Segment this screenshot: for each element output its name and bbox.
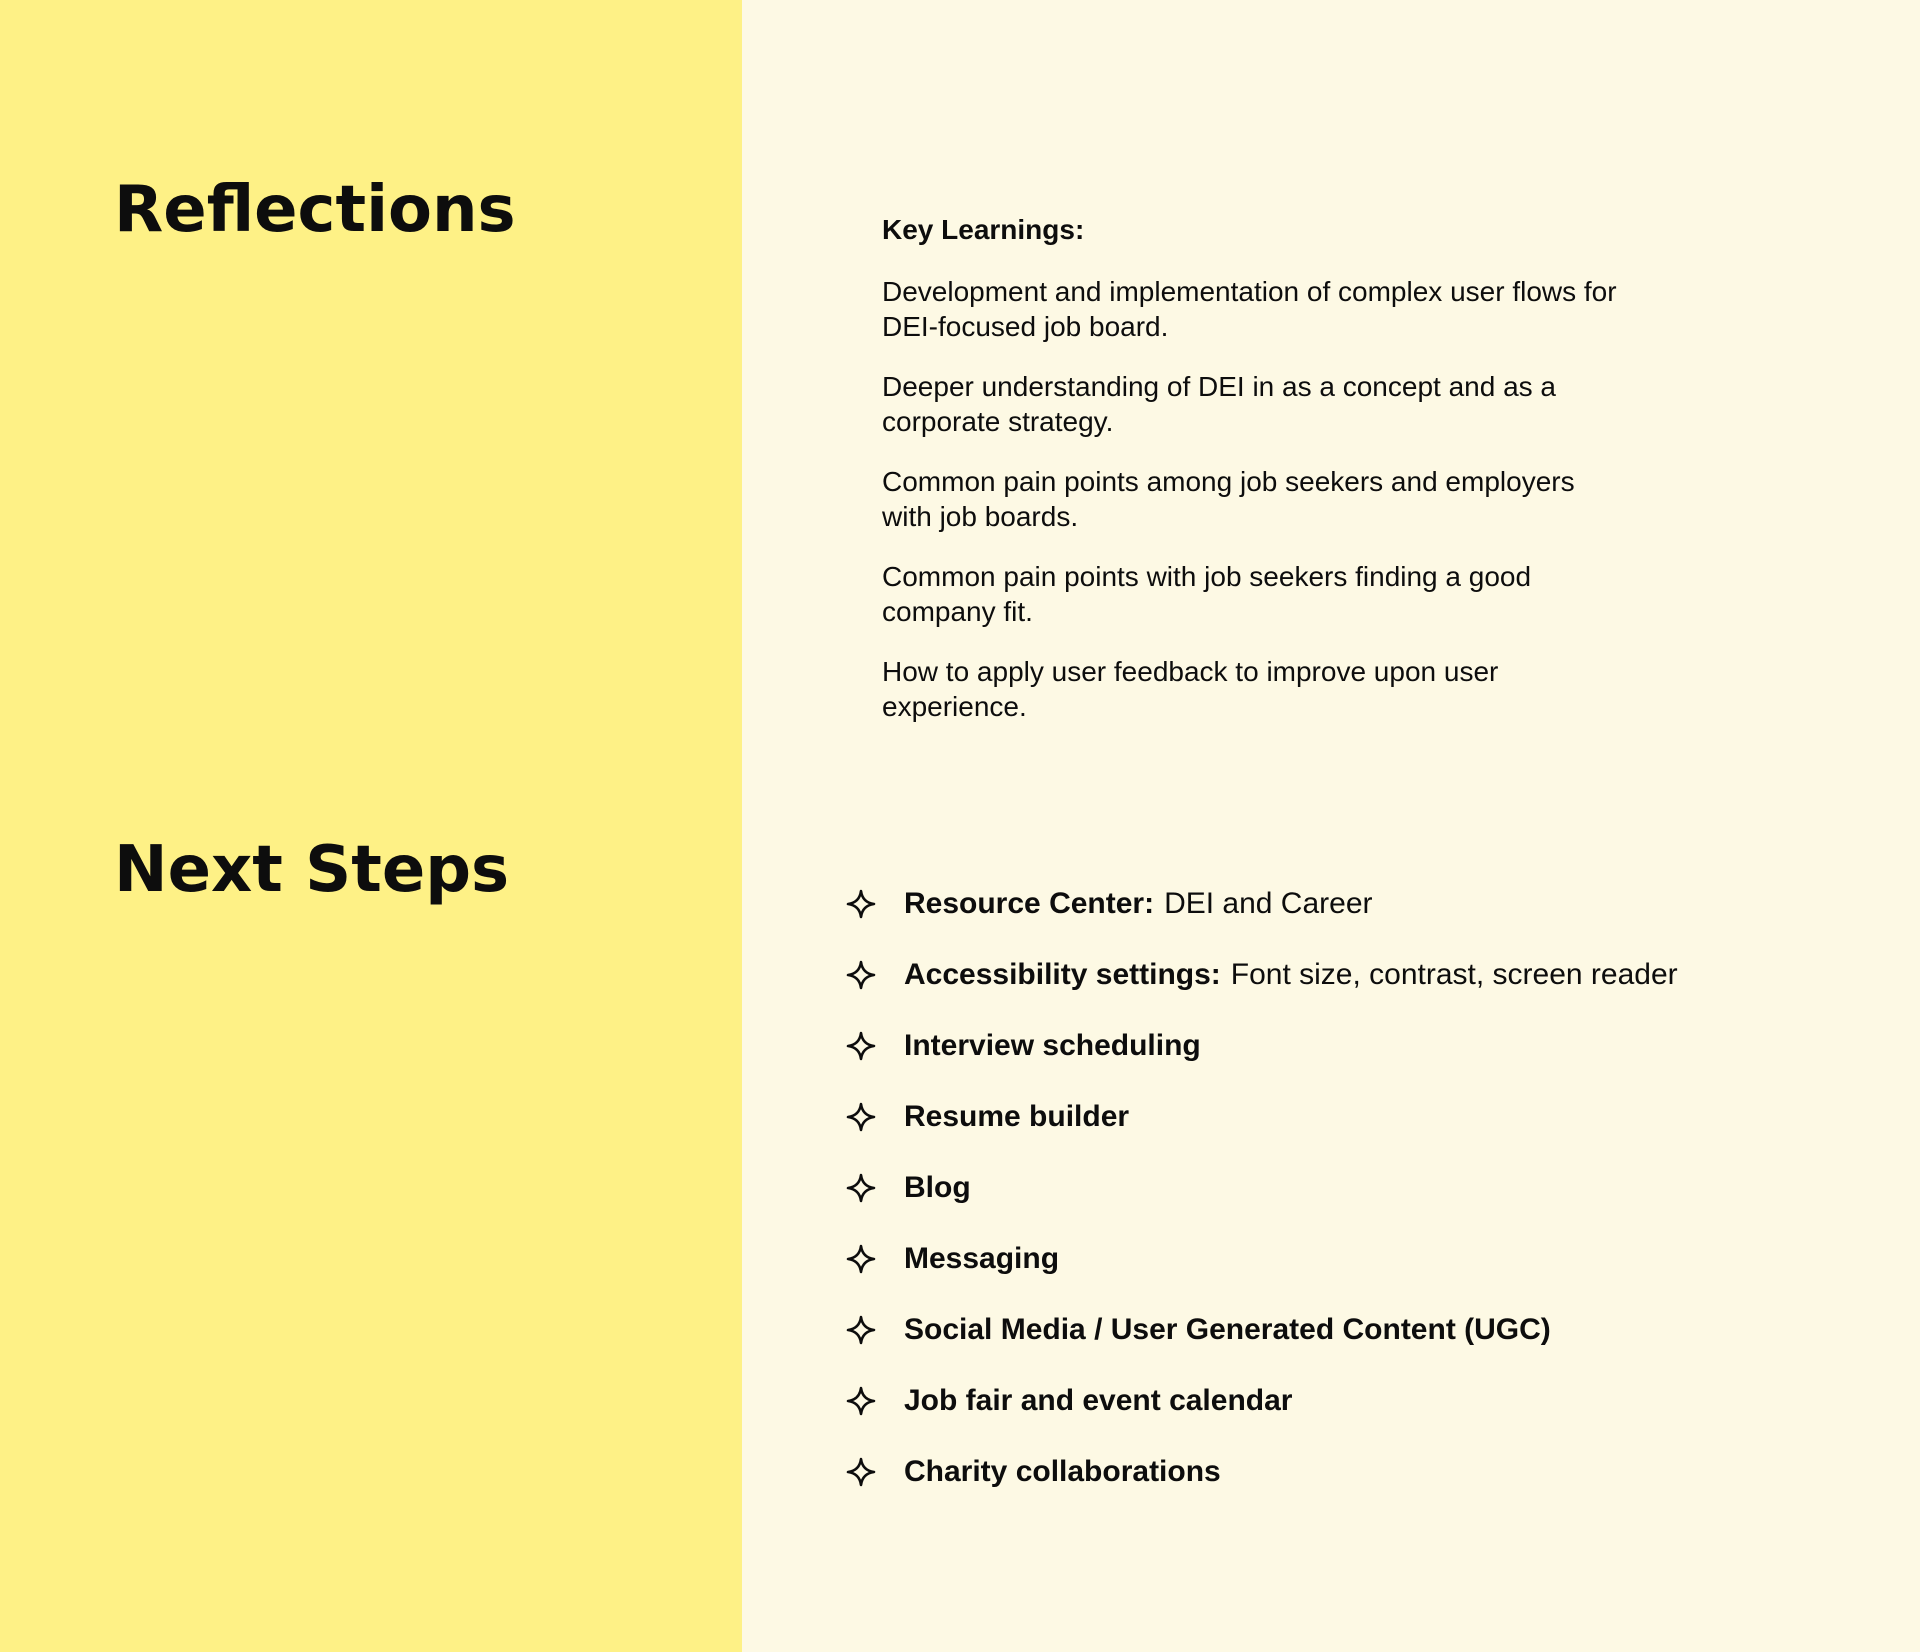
next-step-item: [846, 939, 1896, 1010]
next-step-item: [846, 1152, 1896, 1223]
next-steps-title: Next Steps: [114, 833, 510, 907]
next-step-item: [846, 1223, 1896, 1294]
learning-item: Common pain points among job seekers and employers with job boards.: [882, 466, 1575, 532]
next-step-label: Resource Center:: [904, 886, 1155, 920]
four-point-star-icon: [846, 889, 876, 919]
next-step-item: [846, 1294, 1896, 1365]
next-step-label: Resume builder: [904, 1099, 1130, 1133]
four-point-star-icon: [846, 960, 876, 990]
learning-item: Common pain points with job seekers finding a good company fit.: [882, 561, 1532, 627]
next-steps-list: [846, 868, 1896, 1507]
next-step-item: [846, 1081, 1896, 1152]
learning-item: Development and implementation of complex user flows for DEI-focused job board.: [882, 276, 1617, 342]
key-learnings: [882, 212, 1642, 749]
next-step-item: [846, 1010, 1896, 1081]
reflections-title: Reflections: [114, 173, 516, 247]
left-panel: [0, 0, 742, 1652]
next-step-detail: Font size, contrast, screen reader: [1230, 957, 1678, 991]
next-step-item: [846, 1365, 1896, 1436]
four-point-star-icon: [846, 1386, 876, 1416]
next-step-label: Accessibility settings:: [904, 957, 1221, 991]
four-point-star-icon: [846, 1031, 876, 1061]
next-step-label: Blog: [904, 1170, 971, 1204]
next-step-item: [846, 868, 1896, 939]
next-step-label: Messaging: [904, 1241, 1060, 1275]
key-learnings-heading: Key Learnings:: [882, 214, 1085, 245]
four-point-star-icon: [846, 1102, 876, 1132]
next-step-detail: DEI and Career: [1164, 886, 1373, 920]
four-point-star-icon: [846, 1244, 876, 1274]
next-step-item: [846, 1436, 1896, 1507]
next-step-label: Job fair and event calendar: [904, 1383, 1293, 1417]
learning-item: How to apply user feedback to improve upon user experience.: [882, 656, 1499, 722]
next-step-label: Social Media / User Generated Content (UGC): [904, 1312, 1551, 1346]
next-step-label: Charity collaborations: [904, 1454, 1221, 1488]
four-point-star-icon: [846, 1315, 876, 1345]
four-point-star-icon: [846, 1457, 876, 1487]
four-point-star-icon: [846, 1173, 876, 1203]
learning-item: Deeper understanding of DEI in as a concept and as a corporate strategy.: [882, 371, 1556, 437]
next-step-label: Interview scheduling: [904, 1028, 1201, 1062]
